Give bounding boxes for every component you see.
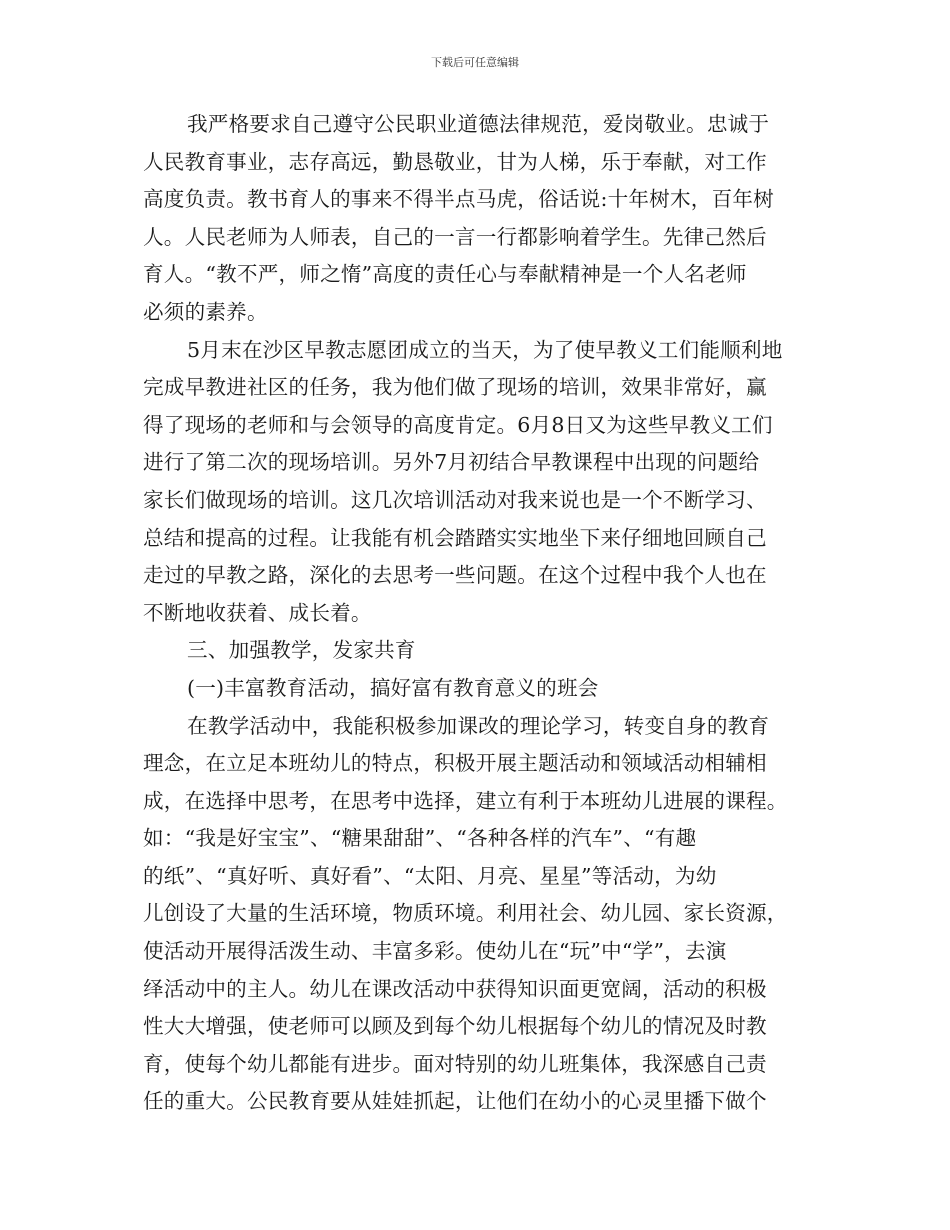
text-line: 性大大增强，使老师可以顾及到每个幼儿根据每个幼儿的情况及时教 xyxy=(143,1014,767,1039)
text-line: 儿创设了大量的生活环境，物质环境。利用社会、幼儿园、家长资源， xyxy=(143,901,788,926)
text-line: (一)丰富教育活动，搞好富有教育意义的班会 xyxy=(187,675,599,700)
text-line: 成，在选择中思考，在思考中选择，建立有利于本班幼儿进展的课程。 xyxy=(143,788,788,813)
text-line: 家长们做现场的培训。这几次培训活动对我来说也是一个不断学习、 xyxy=(143,487,767,512)
text-line: 绎活动中的主人。幼儿在课改活动中获得知识面更宽阔，活动的积极 xyxy=(143,976,767,1001)
text-line: 如：“我是好宝宝”、“糖果甜甜”、“各种各样的汽车”、“有趣 xyxy=(143,826,697,851)
text-line: 任的重大。公民教育要从娃娃抓起，让他们在幼小的心灵里播下做个 xyxy=(143,1089,767,1114)
text-line: 使活动开展得活泼生动、丰富多彩。使幼儿在“玩”中“学”，去演 xyxy=(143,939,727,964)
text-line: 高度负责。教书育人的事来不得半点马虎，俗话说:十年树木，百年树 xyxy=(143,187,774,212)
text-line: 进行了第二次的现场培训。另外7月初结合早教课程中出现的问题给 xyxy=(143,450,760,475)
text-line: 必须的素养。 xyxy=(143,299,268,324)
text-line: 走过的早教之路，深化的去思考一些问题。在这个过程中我个人也在 xyxy=(143,563,767,588)
text-line: 人民教育事业，志存高远，勤恳敬业，甘为人梯，乐于奉献，对工作 xyxy=(143,149,767,174)
text-line: 的纸”、“真好听、真好看”、“太阳、月亮、星星”等活动，为幼 xyxy=(143,863,717,888)
text-line: 不断地收获着、成长着。 xyxy=(143,600,372,625)
text-line: 三、加强教学，发家共育 xyxy=(187,638,416,663)
text-line: 5月末在沙区早教志愿团成立的当天，为了使早教义工们能顺利地 xyxy=(187,337,783,362)
text-line: 人。人民老师为人师表，自己的一言一行都影响着学生。先律己然后 xyxy=(143,224,767,249)
document-body xyxy=(143,106,813,1121)
page-header: 下载后可任意编辑 xyxy=(431,56,519,69)
text-line: 理念，在立足本班幼儿的特点，积极开展主题活动和领域活动相辅相 xyxy=(143,751,767,776)
text-line: 总结和提高的过程。让我能有机会踏踏实实地坐下来仔细地回顾自己 xyxy=(143,525,767,550)
text-line: 育，使每个幼儿都能有进步。面对特别的幼儿班集体，我深感自己责 xyxy=(143,1051,767,1076)
text-line: 育人。“教不严，师之惰”高度的责任心与奉献精神是一个人名老师 xyxy=(143,262,747,287)
text-line: 在教学活动中，我能积极参加课改的理论学习，转变自身的教育 xyxy=(187,713,770,738)
text-line: 得了现场的老师和与会领导的高度肯定。6月8日又为这些早教义工们 xyxy=(143,412,773,437)
text-line: 我严格要求自己遵守公民职业道德法律规范，爱岗敬业。忠诚于 xyxy=(187,112,770,136)
text-line: 完成早教进社区的任务，我为他们做了现场的培训，效果非常好，赢 xyxy=(143,375,767,400)
